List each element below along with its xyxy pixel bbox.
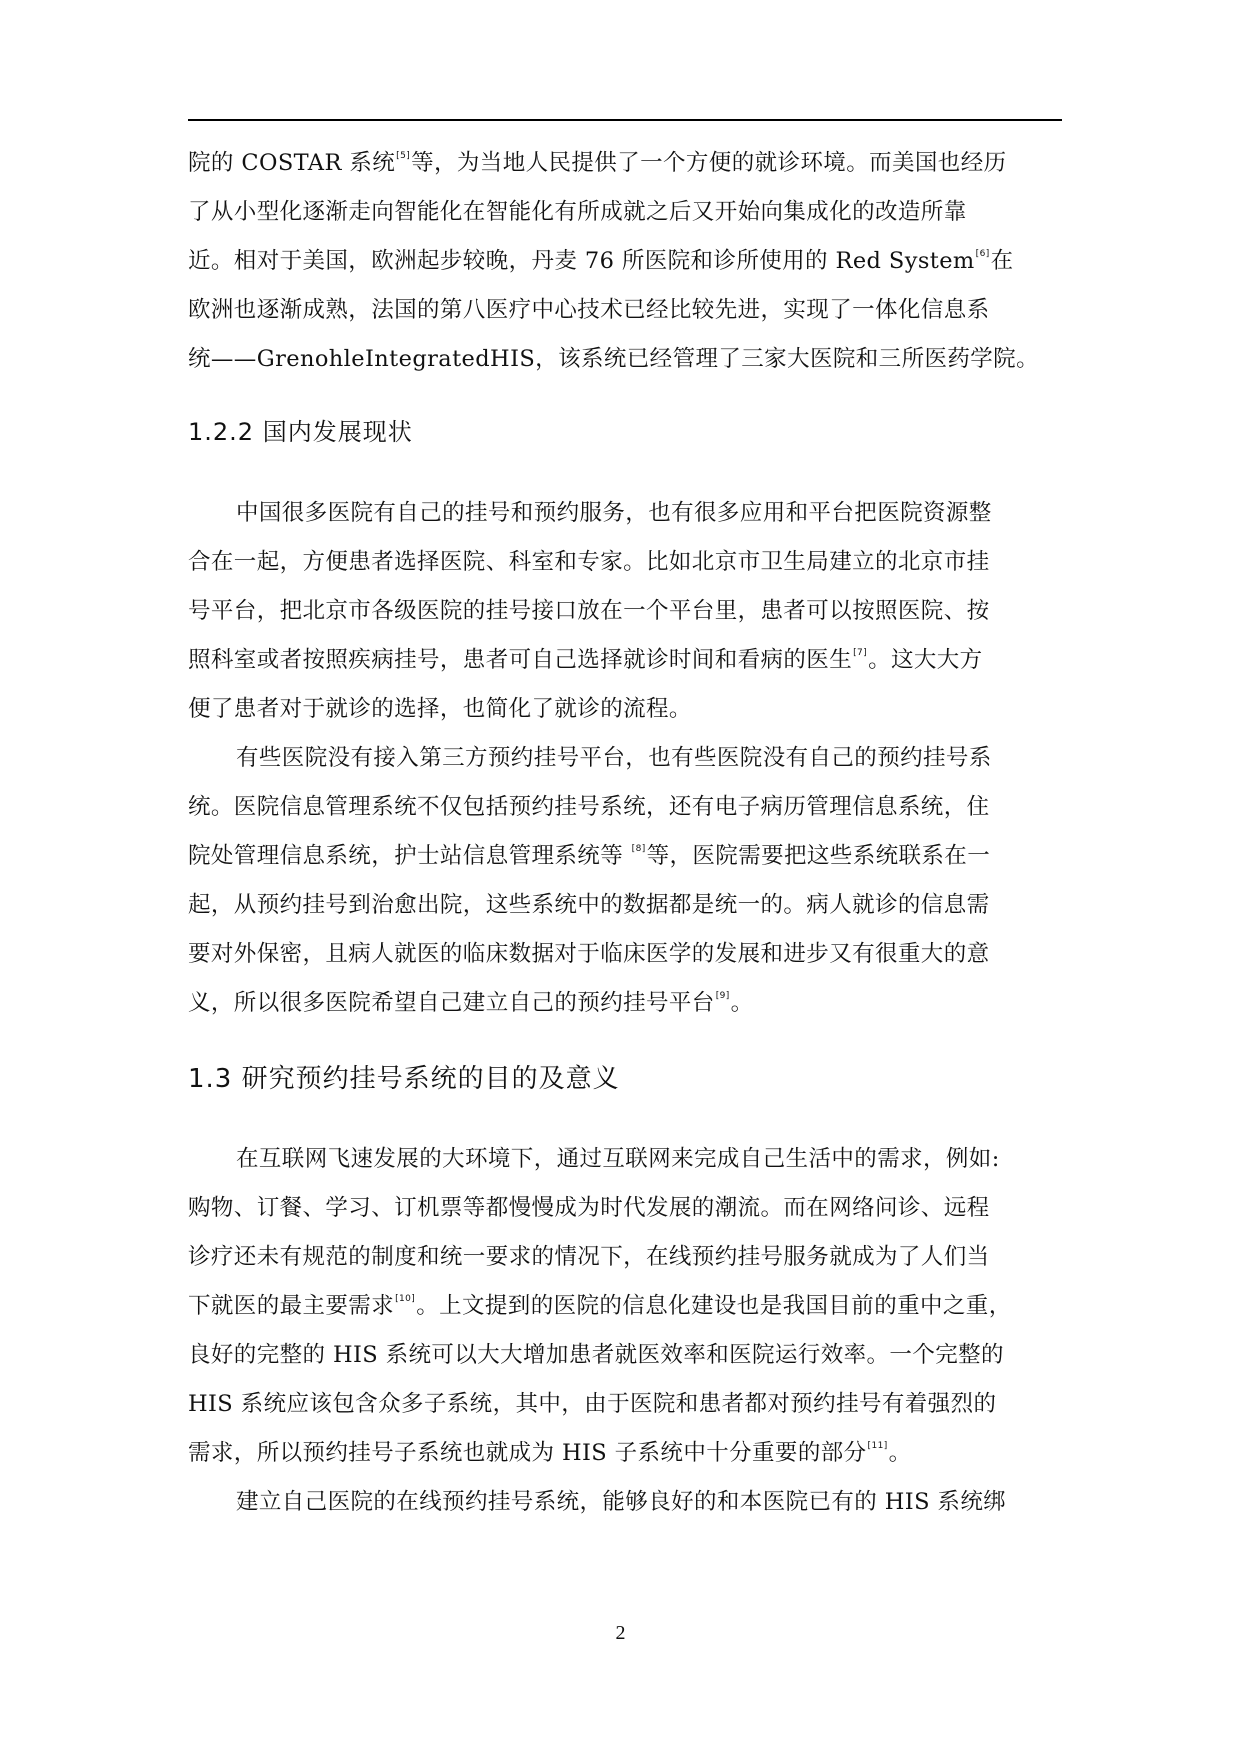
section-heading-1-3: 1.3 研究预约挂号系统的目的及意义 — [188, 1064, 620, 1094]
citation: [7] — [853, 648, 868, 658]
paragraph-purpose-2 — [188, 1478, 1062, 1527]
text-line: 购物、订餐、学习、订机票等都慢慢成为时代发展的潮流。而在网络问诊、远程 — [188, 1195, 990, 1221]
paragraph-purpose-1 — [188, 1135, 1062, 1478]
header-rule — [188, 119, 1062, 121]
text-line: 近。相对于美国，欧洲起步较晚，丹麦 76 所医院和诊所使用的 Red System[6]在 — [188, 248, 1014, 274]
paragraph-domestic-2 — [188, 734, 1062, 1028]
text-line: 欧洲也逐渐成熟，法国的第八医疗中心技术已经比较先进，实现了一体化信息系 — [188, 297, 990, 323]
citation: [9] — [715, 991, 730, 1001]
citation: [10] — [395, 1294, 416, 1304]
text-line: 义，所以很多医院希望自己建立自己的预约挂号平台[9]。 — [188, 990, 754, 1016]
text-line: 诊疗还未有规范的制度和统一要求的情况下，在线预约挂号服务就成为了人们当 — [188, 1244, 990, 1270]
text-line: 号平台，把北京市各级医院的挂号接口放在一个平台里，患者可以按照医院、按 — [188, 598, 990, 624]
citation: [8] — [631, 844, 646, 854]
text-line: 照科室或者按照疾病挂号，患者可自己选择就诊时间和看病的医生[7]。这大大方 — [188, 647, 983, 673]
text-line: 统。医院信息管理系统不仅包括预约挂号系统，还有电子病历管理信息系统，住 — [188, 794, 990, 820]
text-line: 需求，所以预约挂号子系统也就成为 HIS 子系统中十分重要的部分[11]。 — [188, 1440, 912, 1466]
text-line: 有些医院没有接入第三方预约挂号平台，也有些医院没有自己的预约挂号系 — [236, 745, 992, 771]
text-line: 统——GrenohleIntegratedHIS，该系统已经管理了三家大医院和三所医药学院。 — [188, 346, 1039, 372]
page-content — [188, 139, 1062, 1527]
text-line: 中国很多医院有自己的挂号和预约服务，也有很多应用和平台把医院资源整 — [236, 500, 992, 526]
page-number: 2 — [615, 1622, 626, 1644]
text-line: 便了患者对于就诊的选择，也简化了就诊的流程。 — [188, 696, 692, 722]
text-line: 建立自己医院的在线预约挂号系统，能够良好的和本医院已有的 HIS 系统绑 — [236, 1489, 1007, 1515]
citation: [11] — [867, 1441, 888, 1451]
text-line: 良好的完整的 HIS 系统可以大大增加患者就医效率和医院运行效率。一个完整的 — [188, 1342, 1004, 1368]
section-heading-1-2-2: 1.2.2 国内发展现状 — [188, 418, 413, 446]
text-line: 要对外保密，且病人就医的临床数据对于临床医学的发展和进步又有很重大的意 — [188, 941, 990, 967]
text-line: 合在一起，方便患者选择医院、科室和专家。比如北京市卫生局建立的北京市挂 — [188, 549, 990, 575]
text-line: HIS 系统应该包含众多子系统，其中，由于医院和患者都对预约挂号有着强烈的 — [188, 1391, 997, 1417]
text-line: 下就医的最主要需求[10]。上文提到的医院的信息化建设也是我国目前的重中之重， — [188, 1293, 1012, 1319]
paragraph-foreign-his — [188, 139, 1062, 384]
text-line: 了从小型化逐渐走向智能化在智能化有所成就之后又开始向集成化的改造所靠 — [188, 199, 967, 225]
citation: [6] — [975, 249, 990, 259]
text-line: 院处管理信息系统，护士站信息管理系统等 [8]等，医院需要把这些系统联系在一 — [188, 843, 991, 869]
citation: [5] — [396, 151, 411, 161]
text-line: 起，从预约挂号到治愈出院，这些系统中的数据都是统一的。病人就诊的信息需 — [188, 892, 990, 918]
text-line: 院的 COSTAR 系统[5]等，为当地人民提供了一个方便的就诊环境。而美国也经历 — [188, 150, 1007, 176]
text-line: 在互联网飞速发展的大环境下，通过互联网来完成自己生活中的需求，例如: — [236, 1146, 1000, 1172]
paragraph-domestic-1 — [188, 489, 1062, 734]
